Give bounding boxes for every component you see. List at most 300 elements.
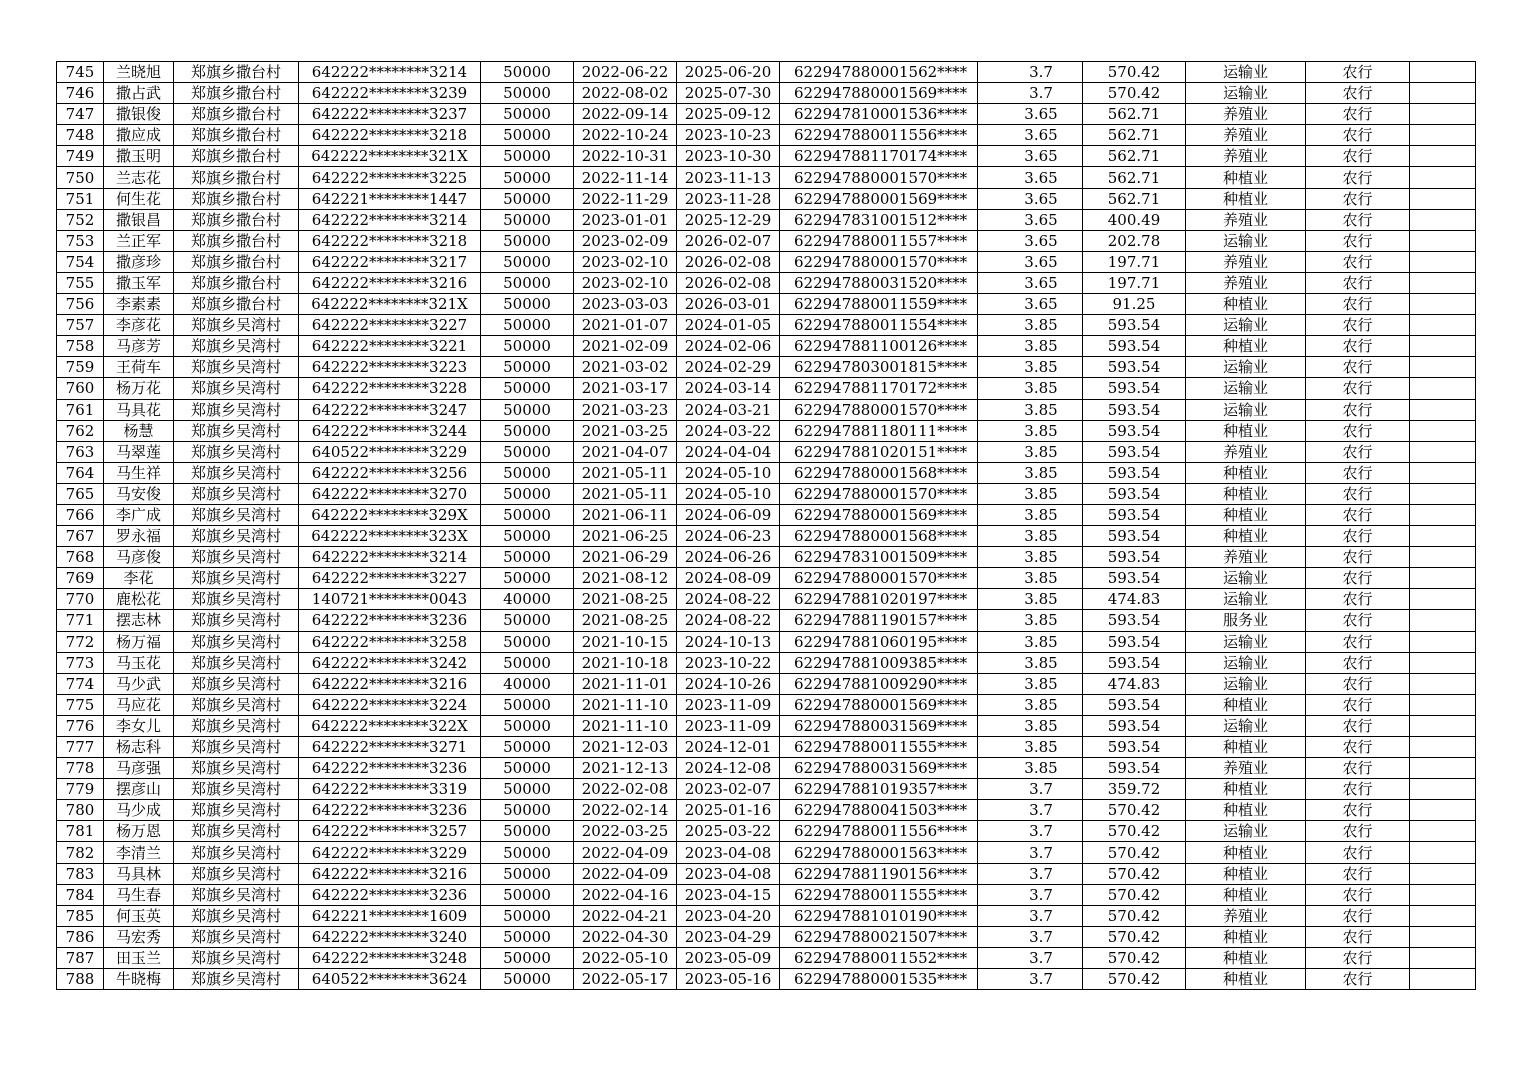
cell-borrower-name: 马玉花: [104, 652, 174, 673]
cell-interest-rate: 3.85: [978, 694, 1083, 715]
cell-subsidy-amount: 474.83: [1083, 673, 1186, 694]
cell-row-index: 780: [57, 800, 104, 821]
cell-interest-rate: 3.85: [978, 504, 1083, 525]
cell-subsidy-amount: 570.42: [1083, 842, 1186, 863]
cell-account-number: 622947881060195****: [780, 631, 978, 652]
cell-interest-rate: 3.65: [978, 146, 1083, 167]
cell-loan-amount: 50000: [481, 420, 574, 441]
cell-loan-purpose: 养殖业: [1186, 272, 1306, 293]
cell-subsidy-amount: 593.54: [1083, 737, 1186, 758]
table-row: [57, 800, 1476, 821]
cell-interest-rate: 3.7: [978, 821, 1083, 842]
cell-loan-date: 2021-04-07: [574, 441, 677, 462]
cell-loan-date: 2022-10-24: [574, 125, 677, 146]
cell-id-number: 640522********3624: [299, 969, 481, 990]
cell-row-index: 770: [57, 589, 104, 610]
cell-remark: [1410, 779, 1476, 800]
cell-interest-rate: 3.85: [978, 568, 1083, 589]
cell-borrower-name: 李清兰: [104, 842, 174, 863]
cell-id-number: 640522********3229: [299, 441, 481, 462]
cell-account-number: 622947880011555****: [780, 737, 978, 758]
cell-account-number: 622947880001569****: [780, 694, 978, 715]
cell-loan-date: 2022-04-16: [574, 884, 677, 905]
cell-address: 郑旗乡吴湾村: [174, 884, 299, 905]
cell-borrower-name: 马少成: [104, 800, 174, 821]
cell-address: 郑旗乡吴湾村: [174, 715, 299, 736]
cell-loan-amount: 50000: [481, 83, 574, 104]
cell-account-number: 622947881019357****: [780, 779, 978, 800]
cell-address: 郑旗乡吴湾村: [174, 737, 299, 758]
cell-borrower-name: 马宏秀: [104, 926, 174, 947]
cell-remark: [1410, 842, 1476, 863]
cell-subsidy-amount: 570.42: [1083, 62, 1186, 83]
cell-due-date: 2025-07-30: [677, 83, 780, 104]
cell-bank: 农行: [1306, 378, 1410, 399]
table-row: [57, 104, 1476, 125]
cell-row-index: 749: [57, 146, 104, 167]
cell-due-date: 2024-08-09: [677, 568, 780, 589]
cell-id-number: 642222********3236: [299, 758, 481, 779]
cell-id-number: 642222********3216: [299, 272, 481, 293]
cell-loan-amount: 50000: [481, 715, 574, 736]
table-row: [57, 547, 1476, 568]
cell-account-number: 622947881020151****: [780, 441, 978, 462]
cell-loan-purpose: 种植业: [1186, 462, 1306, 483]
cell-interest-rate: 3.65: [978, 167, 1083, 188]
cell-account-number: 622947880001568****: [780, 526, 978, 547]
cell-loan-purpose: 种植业: [1186, 483, 1306, 504]
cell-loan-date: 2021-10-18: [574, 652, 677, 673]
cell-subsidy-amount: 593.54: [1083, 462, 1186, 483]
cell-borrower-name: 马少武: [104, 673, 174, 694]
cell-interest-rate: 3.85: [978, 420, 1083, 441]
cell-bank: 农行: [1306, 673, 1410, 694]
cell-borrower-name: 撒玉军: [104, 272, 174, 293]
cell-loan-date: 2022-06-22: [574, 62, 677, 83]
cell-due-date: 2023-04-29: [677, 926, 780, 947]
cell-remark: [1410, 926, 1476, 947]
cell-subsidy-amount: 593.54: [1083, 483, 1186, 504]
cell-loan-amount: 50000: [481, 800, 574, 821]
table-row: [57, 715, 1476, 736]
cell-loan-purpose: 运输业: [1186, 315, 1306, 336]
cell-loan-purpose: 种植业: [1186, 167, 1306, 188]
cell-bank: 农行: [1306, 779, 1410, 800]
cell-loan-date: 2022-08-02: [574, 83, 677, 104]
cell-address: 郑旗乡吴湾村: [174, 779, 299, 800]
cell-bank: 农行: [1306, 62, 1410, 83]
cell-interest-rate: 3.85: [978, 378, 1083, 399]
cell-remark: [1410, 125, 1476, 146]
cell-row-index: 752: [57, 209, 104, 230]
cell-loan-amount: 50000: [481, 947, 574, 968]
cell-loan-amount: 50000: [481, 504, 574, 525]
cell-borrower-name: 何生花: [104, 188, 174, 209]
cell-loan-date: 2021-08-25: [574, 589, 677, 610]
cell-loan-date: 2023-02-10: [574, 251, 677, 272]
cell-loan-date: 2022-04-30: [574, 926, 677, 947]
cell-loan-date: 2023-02-09: [574, 230, 677, 251]
cell-id-number: 642222********3229: [299, 842, 481, 863]
cell-account-number: 622947881010190****: [780, 905, 978, 926]
cell-remark: [1410, 62, 1476, 83]
cell-due-date: 2023-04-15: [677, 884, 780, 905]
cell-borrower-name: 撒应成: [104, 125, 174, 146]
cell-loan-amount: 50000: [481, 884, 574, 905]
cell-due-date: 2024-10-26: [677, 673, 780, 694]
table-row: [57, 884, 1476, 905]
cell-subsidy-amount: 593.54: [1083, 652, 1186, 673]
cell-account-number: 622947881100126****: [780, 336, 978, 357]
cell-loan-date: 2021-03-25: [574, 420, 677, 441]
cell-interest-rate: 3.7: [978, 842, 1083, 863]
cell-loan-purpose: 养殖业: [1186, 125, 1306, 146]
cell-bank: 农行: [1306, 631, 1410, 652]
cell-address: 郑旗乡吴湾村: [174, 526, 299, 547]
cell-account-number: 622947880011552****: [780, 947, 978, 968]
cell-subsidy-amount: 570.42: [1083, 800, 1186, 821]
cell-id-number: 642222********3270: [299, 483, 481, 504]
cell-account-number: 622947880031520****: [780, 272, 978, 293]
cell-subsidy-amount: 593.54: [1083, 631, 1186, 652]
cell-subsidy-amount: 570.42: [1083, 926, 1186, 947]
cell-bank: 农行: [1306, 568, 1410, 589]
cell-remark: [1410, 694, 1476, 715]
cell-loan-date: 2021-10-15: [574, 631, 677, 652]
cell-account-number: 622947880001570****: [780, 568, 978, 589]
cell-bank: 农行: [1306, 737, 1410, 758]
cell-bank: 农行: [1306, 758, 1410, 779]
cell-account-number: 622947880001568****: [780, 462, 978, 483]
cell-loan-amount: 50000: [481, 146, 574, 167]
cell-remark: [1410, 104, 1476, 125]
cell-row-index: 750: [57, 167, 104, 188]
cell-address: 郑旗乡吴湾村: [174, 399, 299, 420]
cell-id-number: 642222********3248: [299, 947, 481, 968]
table-row: [57, 462, 1476, 483]
cell-remark: [1410, 610, 1476, 631]
cell-bank: 农行: [1306, 441, 1410, 462]
cell-account-number: 622947880011554****: [780, 315, 978, 336]
cell-address: 郑旗乡吴湾村: [174, 863, 299, 884]
cell-loan-purpose: 种植业: [1186, 800, 1306, 821]
cell-due-date: 2025-06-20: [677, 62, 780, 83]
cell-loan-purpose: 种植业: [1186, 842, 1306, 863]
cell-row-index: 751: [57, 188, 104, 209]
cell-account-number: 622947880001563****: [780, 842, 978, 863]
cell-loan-purpose: 种植业: [1186, 969, 1306, 990]
cell-loan-date: 2021-06-11: [574, 504, 677, 525]
table-row: [57, 504, 1476, 525]
cell-loan-amount: 50000: [481, 905, 574, 926]
cell-due-date: 2023-10-30: [677, 146, 780, 167]
cell-borrower-name: 马彦俊: [104, 547, 174, 568]
cell-account-number: 622947880001535****: [780, 969, 978, 990]
cell-address: 郑旗乡吴湾村: [174, 905, 299, 926]
cell-bank: 农行: [1306, 800, 1410, 821]
cell-loan-date: 2022-02-08: [574, 779, 677, 800]
cell-loan-purpose: 运输业: [1186, 821, 1306, 842]
cell-borrower-name: 马具花: [104, 399, 174, 420]
cell-account-number: 622947881009385****: [780, 652, 978, 673]
cell-due-date: 2024-03-21: [677, 399, 780, 420]
cell-interest-rate: 3.85: [978, 526, 1083, 547]
cell-bank: 农行: [1306, 905, 1410, 926]
table-row: [57, 673, 1476, 694]
cell-subsidy-amount: 359.72: [1083, 779, 1186, 800]
cell-interest-rate: 3.85: [978, 462, 1083, 483]
cell-bank: 农行: [1306, 863, 1410, 884]
cell-due-date: 2023-04-08: [677, 842, 780, 863]
cell-remark: [1410, 146, 1476, 167]
cell-account-number: 622947881170174****: [780, 146, 978, 167]
cell-id-number: 642222********321X: [299, 146, 481, 167]
cell-row-index: 761: [57, 399, 104, 420]
cell-remark: [1410, 526, 1476, 547]
cell-row-index: 781: [57, 821, 104, 842]
cell-subsidy-amount: 562.71: [1083, 104, 1186, 125]
table-row: [57, 251, 1476, 272]
cell-interest-rate: 3.85: [978, 589, 1083, 610]
cell-interest-rate: 3.7: [978, 779, 1083, 800]
cell-address: 郑旗乡吴湾村: [174, 336, 299, 357]
cell-address: 郑旗乡吴湾村: [174, 420, 299, 441]
cell-interest-rate: 3.65: [978, 272, 1083, 293]
cell-loan-date: 2021-06-29: [574, 547, 677, 568]
cell-loan-date: 2021-02-09: [574, 336, 677, 357]
cell-remark: [1410, 673, 1476, 694]
cell-loan-amount: 50000: [481, 294, 574, 315]
cell-interest-rate: 3.7: [978, 62, 1083, 83]
cell-row-index: 745: [57, 62, 104, 83]
cell-borrower-name: 何玉英: [104, 905, 174, 926]
cell-interest-rate: 3.85: [978, 610, 1083, 631]
cell-borrower-name: 摆志林: [104, 610, 174, 631]
cell-row-index: 763: [57, 441, 104, 462]
cell-account-number: 622947881020197****: [780, 589, 978, 610]
cell-loan-purpose: 运输业: [1186, 715, 1306, 736]
cell-id-number: 642222********3224: [299, 694, 481, 715]
cell-loan-date: 2021-05-11: [574, 483, 677, 504]
cell-row-index: 776: [57, 715, 104, 736]
cell-row-index: 788: [57, 969, 104, 990]
loan-table: [56, 61, 1476, 990]
cell-loan-date: 2022-04-21: [574, 905, 677, 926]
cell-loan-purpose: 运输业: [1186, 357, 1306, 378]
cell-loan-amount: 50000: [481, 315, 574, 336]
cell-due-date: 2023-04-20: [677, 905, 780, 926]
cell-subsidy-amount: 593.54: [1083, 357, 1186, 378]
cell-address: 郑旗乡吴湾村: [174, 610, 299, 631]
cell-id-number: 642222********3218: [299, 230, 481, 251]
cell-loan-amount: 50000: [481, 526, 574, 547]
cell-loan-amount: 40000: [481, 673, 574, 694]
cell-row-index: 768: [57, 547, 104, 568]
cell-loan-date: 2021-12-03: [574, 737, 677, 758]
cell-loan-purpose: 种植业: [1186, 526, 1306, 547]
cell-id-number: 140721********0043: [299, 589, 481, 610]
cell-row-index: 783: [57, 863, 104, 884]
cell-bank: 农行: [1306, 715, 1410, 736]
cell-loan-amount: 50000: [481, 104, 574, 125]
cell-address: 郑旗乡吴湾村: [174, 969, 299, 990]
cell-interest-rate: 3.7: [978, 884, 1083, 905]
cell-row-index: 779: [57, 779, 104, 800]
cell-subsidy-amount: 562.71: [1083, 167, 1186, 188]
cell-due-date: 2024-12-08: [677, 758, 780, 779]
cell-row-index: 753: [57, 230, 104, 251]
cell-subsidy-amount: 593.54: [1083, 441, 1186, 462]
cell-interest-rate: 3.65: [978, 230, 1083, 251]
cell-loan-date: 2021-11-01: [574, 673, 677, 694]
cell-id-number: 642221********1447: [299, 188, 481, 209]
cell-bank: 农行: [1306, 504, 1410, 525]
cell-due-date: 2023-11-09: [677, 694, 780, 715]
cell-bank: 农行: [1306, 167, 1410, 188]
cell-remark: [1410, 378, 1476, 399]
cell-loan-amount: 50000: [481, 863, 574, 884]
table-row: [57, 483, 1476, 504]
cell-address: 郑旗乡吴湾村: [174, 357, 299, 378]
cell-interest-rate: 3.85: [978, 336, 1083, 357]
cell-loan-amount: 50000: [481, 821, 574, 842]
cell-due-date: 2023-04-08: [677, 863, 780, 884]
cell-due-date: 2023-02-07: [677, 779, 780, 800]
cell-due-date: 2024-08-22: [677, 610, 780, 631]
cell-interest-rate: 3.85: [978, 315, 1083, 336]
cell-loan-purpose: 养殖业: [1186, 146, 1306, 167]
cell-loan-date: 2021-12-13: [574, 758, 677, 779]
cell-borrower-name: 马具林: [104, 863, 174, 884]
table-row: [57, 610, 1476, 631]
cell-loan-amount: 50000: [481, 441, 574, 462]
cell-account-number: 622947880011555****: [780, 884, 978, 905]
cell-loan-date: 2023-03-03: [574, 294, 677, 315]
table-row: [57, 652, 1476, 673]
cell-remark: [1410, 715, 1476, 736]
cell-row-index: 777: [57, 737, 104, 758]
cell-bank: 农行: [1306, 251, 1410, 272]
cell-id-number: 642222********3319: [299, 779, 481, 800]
cell-loan-purpose: 种植业: [1186, 926, 1306, 947]
cell-bank: 农行: [1306, 336, 1410, 357]
cell-borrower-name: 田玉兰: [104, 947, 174, 968]
cell-loan-amount: 50000: [481, 62, 574, 83]
cell-id-number: 642222********3258: [299, 631, 481, 652]
cell-address: 郑旗乡吴湾村: [174, 842, 299, 863]
table-row: [57, 863, 1476, 884]
cell-id-number: 642222********3214: [299, 547, 481, 568]
cell-loan-date: 2022-11-29: [574, 188, 677, 209]
cell-row-index: 787: [57, 947, 104, 968]
cell-loan-date: 2021-05-11: [574, 462, 677, 483]
cell-remark: [1410, 821, 1476, 842]
table-row: [57, 230, 1476, 251]
table-row: [57, 737, 1476, 758]
cell-loan-purpose: 运输业: [1186, 62, 1306, 83]
cell-id-number: 642222********3225: [299, 167, 481, 188]
cell-loan-purpose: 种植业: [1186, 863, 1306, 884]
cell-address: 郑旗乡撒台村: [174, 104, 299, 125]
cell-subsidy-amount: 593.54: [1083, 758, 1186, 779]
cell-subsidy-amount: 593.54: [1083, 399, 1186, 420]
cell-address: 郑旗乡吴湾村: [174, 441, 299, 462]
table-row: [57, 188, 1476, 209]
cell-row-index: 786: [57, 926, 104, 947]
cell-row-index: 778: [57, 758, 104, 779]
cell-remark: [1410, 800, 1476, 821]
cell-due-date: 2024-01-05: [677, 315, 780, 336]
cell-remark: [1410, 589, 1476, 610]
cell-subsidy-amount: 202.78: [1083, 230, 1186, 251]
cell-id-number: 642222********3216: [299, 863, 481, 884]
cell-id-number: 642222********3247: [299, 399, 481, 420]
cell-account-number: 622947880031569****: [780, 758, 978, 779]
cell-remark: [1410, 631, 1476, 652]
cell-bank: 农行: [1306, 842, 1410, 863]
cell-interest-rate: 3.65: [978, 104, 1083, 125]
cell-borrower-name: 杨万福: [104, 631, 174, 652]
cell-interest-rate: 3.85: [978, 547, 1083, 568]
cell-account-number: 622947881170172****: [780, 378, 978, 399]
cell-bank: 农行: [1306, 272, 1410, 293]
cell-loan-date: 2022-10-31: [574, 146, 677, 167]
cell-address: 郑旗乡吴湾村: [174, 631, 299, 652]
cell-borrower-name: 马翠莲: [104, 441, 174, 462]
cell-id-number: 642222********3240: [299, 926, 481, 947]
cell-address: 郑旗乡撒台村: [174, 125, 299, 146]
cell-address: 郑旗乡吴湾村: [174, 758, 299, 779]
table-row: [57, 631, 1476, 652]
cell-remark: [1410, 83, 1476, 104]
cell-interest-rate: 3.7: [978, 905, 1083, 926]
cell-borrower-name: 撒银俊: [104, 104, 174, 125]
cell-address: 郑旗乡吴湾村: [174, 483, 299, 504]
cell-remark: [1410, 483, 1476, 504]
cell-due-date: 2026-02-08: [677, 251, 780, 272]
cell-loan-amount: 50000: [481, 568, 574, 589]
cell-loan-purpose: 养殖业: [1186, 547, 1306, 568]
cell-borrower-name: 摆彦山: [104, 779, 174, 800]
cell-row-index: 762: [57, 420, 104, 441]
cell-bank: 农行: [1306, 357, 1410, 378]
cell-remark: [1410, 336, 1476, 357]
cell-interest-rate: 3.7: [978, 969, 1083, 990]
cell-interest-rate: 3.85: [978, 357, 1083, 378]
table-row: [57, 83, 1476, 104]
cell-subsidy-amount: 593.54: [1083, 378, 1186, 399]
cell-loan-purpose: 运输业: [1186, 673, 1306, 694]
cell-loan-amount: 50000: [481, 737, 574, 758]
cell-account-number: 622947880001569****: [780, 83, 978, 104]
cell-due-date: 2025-09-12: [677, 104, 780, 125]
cell-loan-amount: 50000: [481, 188, 574, 209]
cell-subsidy-amount: 91.25: [1083, 294, 1186, 315]
cell-interest-rate: 3.85: [978, 399, 1083, 420]
cell-loan-amount: 50000: [481, 230, 574, 251]
cell-remark: [1410, 568, 1476, 589]
cell-address: 郑旗乡吴湾村: [174, 378, 299, 399]
cell-id-number: 642222********3242: [299, 652, 481, 673]
cell-loan-date: 2021-03-17: [574, 378, 677, 399]
cell-id-number: 642222********323X: [299, 526, 481, 547]
cell-loan-purpose: 运输业: [1186, 589, 1306, 610]
cell-id-number: 642222********329X: [299, 504, 481, 525]
cell-loan-date: 2021-11-10: [574, 715, 677, 736]
cell-address: 郑旗乡吴湾村: [174, 568, 299, 589]
cell-interest-rate: 3.65: [978, 251, 1083, 272]
cell-borrower-name: 兰晓旭: [104, 62, 174, 83]
